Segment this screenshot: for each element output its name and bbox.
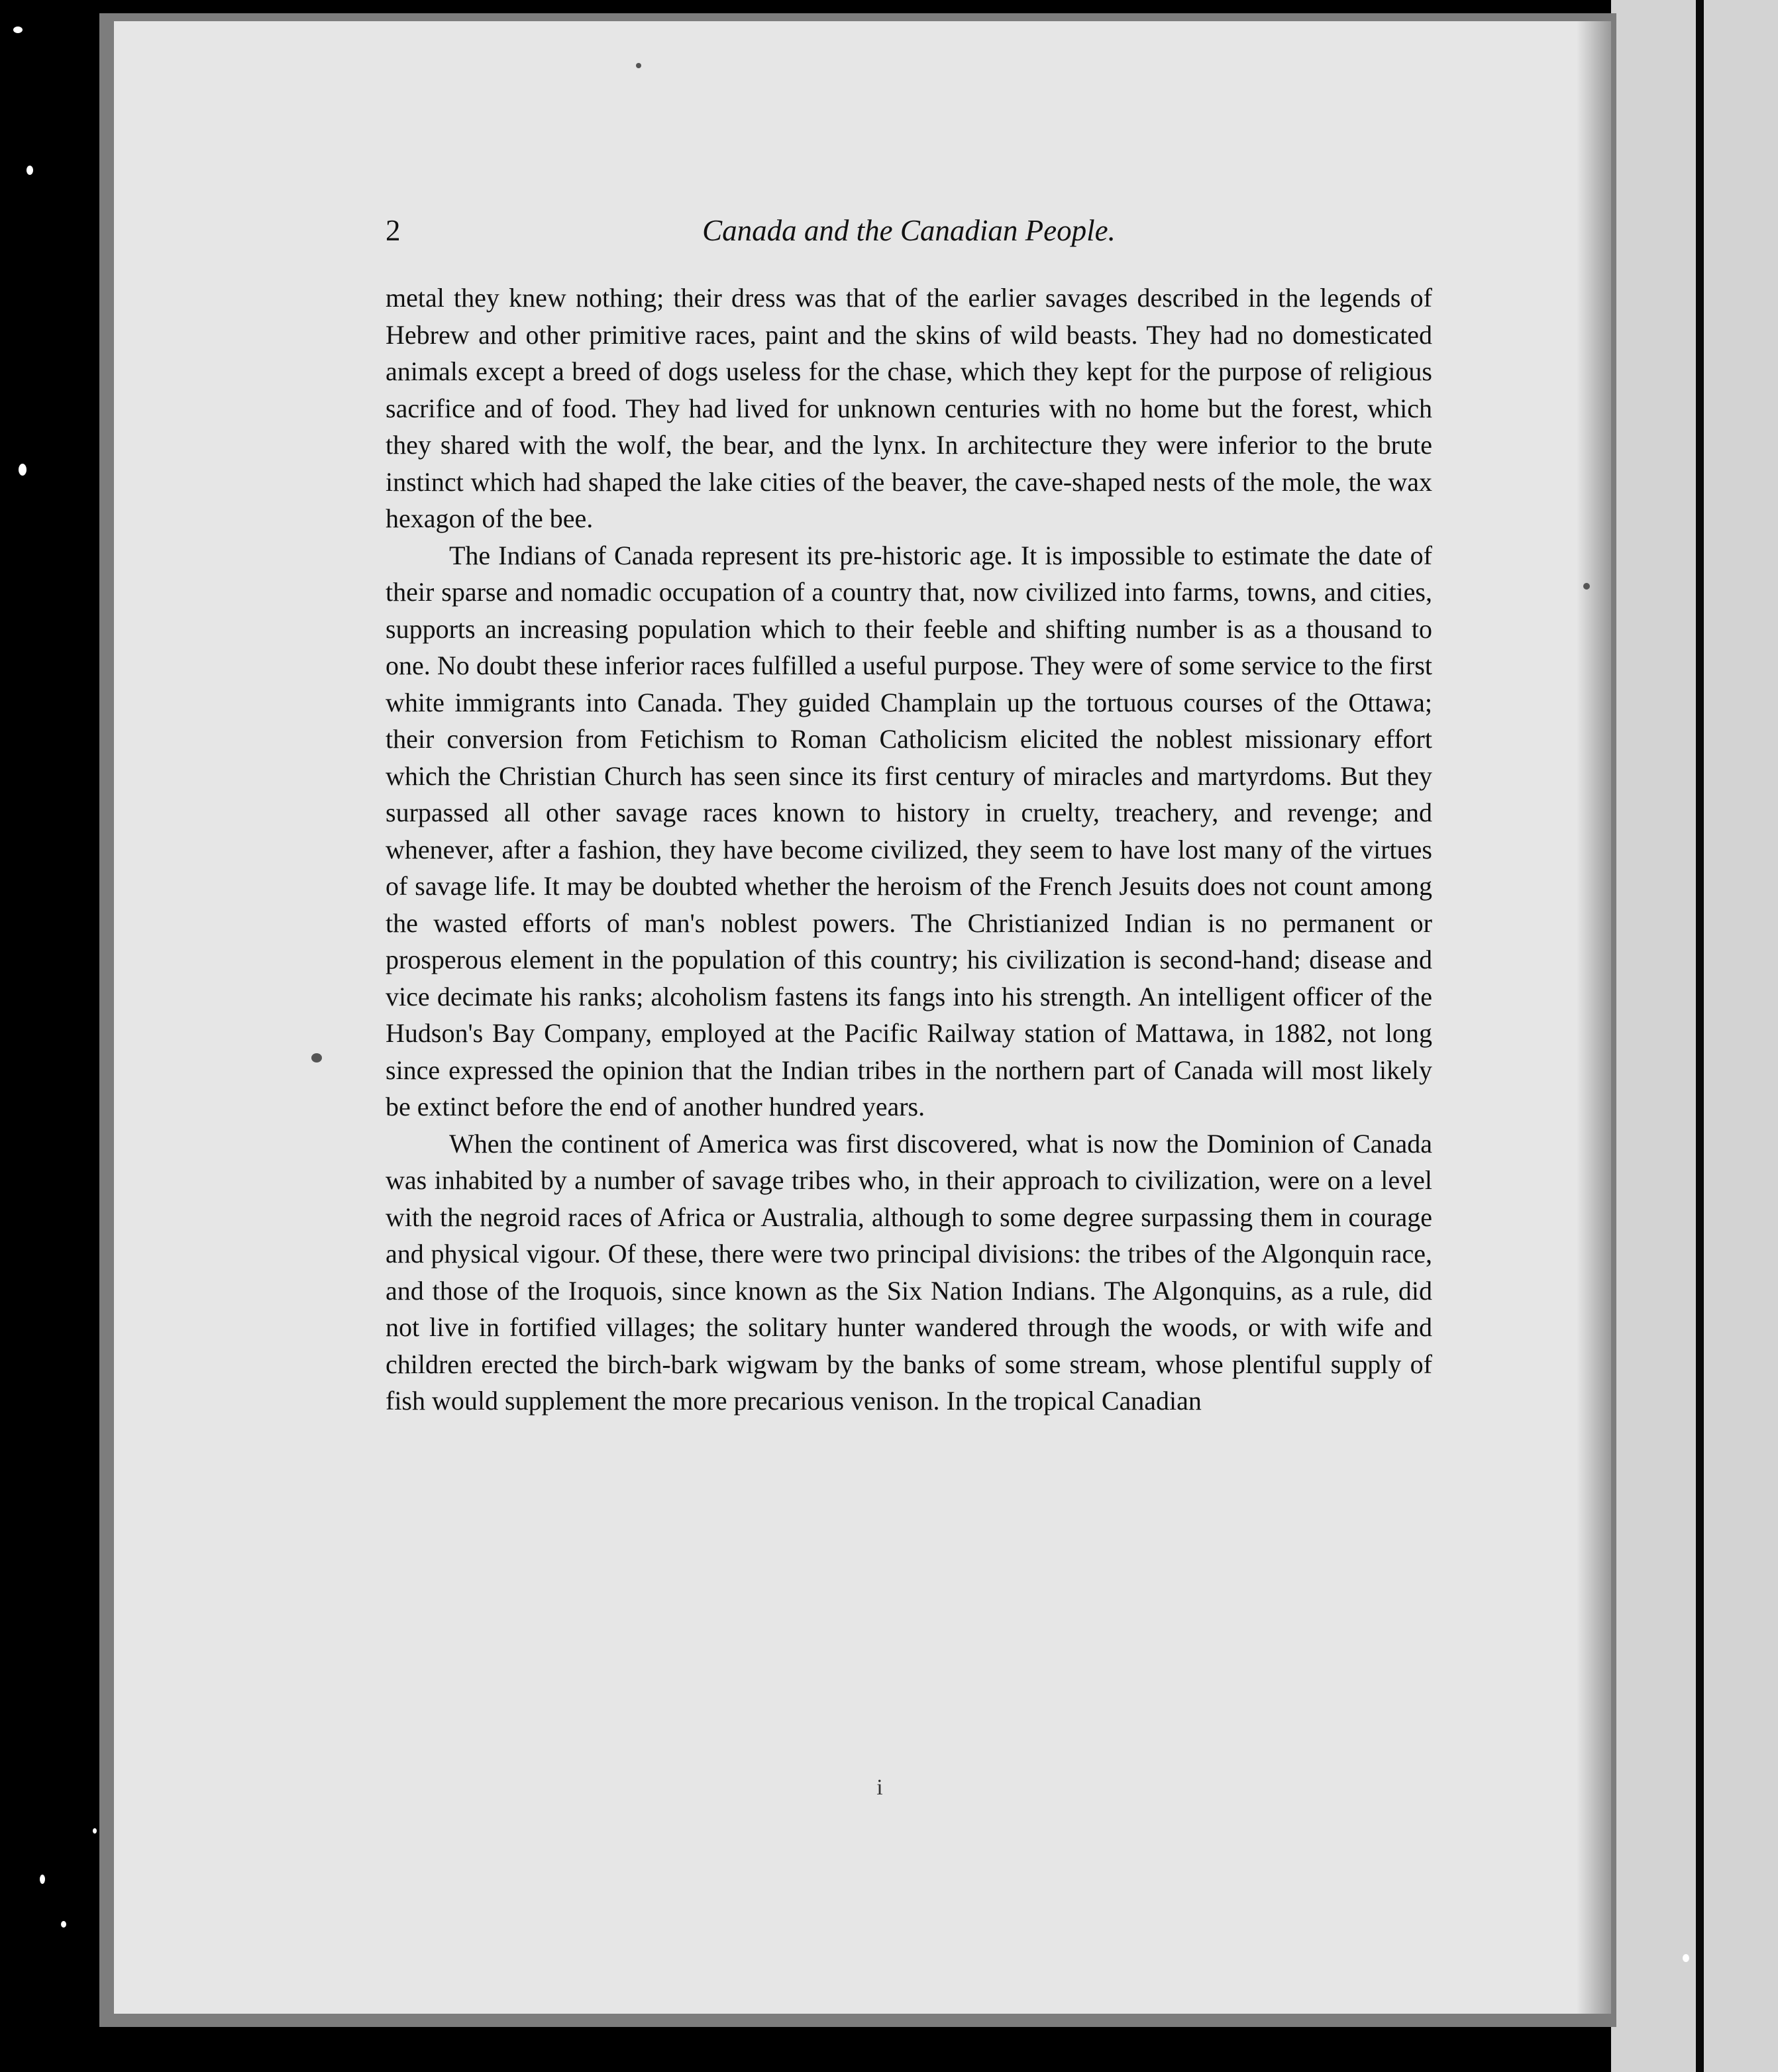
page-header	[386, 213, 1432, 253]
dust-speck	[19, 464, 26, 476]
scan-board	[1611, 0, 1778, 2072]
signature-mark: i	[876, 1775, 883, 1800]
scan-board-edge	[1696, 0, 1704, 2072]
dust-speck	[1583, 583, 1590, 590]
dust-speck	[13, 26, 23, 33]
dust-speck	[636, 63, 641, 68]
spine-shadow	[1577, 21, 1611, 2014]
dust-speck	[40, 1875, 45, 1884]
paragraph-3: When the continent of America was first discovered, what is now the Dominion of Canada was inhabited by a number of savage tribes who, in their approach to civilization, were on a level with the negroid races of Africa or Australia, although to some degree surpassing them in courage and physical vigour. Of these, there were two principal divisions: the tribes of the Algonquin race, and those of the Iroquois, since known as the Six Nation Indians. The Algonquins, as a rule, did not live in fortified villages; the solitary hunter wandered through the woods, or with wife and children erected the birch-bark wigwam by the banks of some stream, whose plentiful supply of fish would supplement the more precarious venison. In the tropical Canadian	[386, 1128, 1432, 1416]
page-number: 2	[386, 214, 401, 247]
paragraph-1: metal they knew nothing; their dress was that of the earlier savages described in the legends of Hebrew and other primitive races, paint and the skins of wild beasts. They had no domesticated animals except a breed of dogs useless for the chase, which they kept for the purpose of religious sacrifice and of food. They had lived for unknown centuries with no home but the forest, which they shared with the wolf, the bear, and the lynx. In architecture they were inferior to the brute instinct which had shaped the lake cities of the beaver, the cave-shaped nests of the mole, the wax hexagon of the bee.	[386, 283, 1432, 533]
dust-speck	[1683, 1954, 1689, 1962]
paragraph-2: The Indians of Canada represent its pre-historic age. It is impossible to estimate the date of their sparse and nomadic occupation of a country that, now civilized into farms, towns, and cities, supports an increasing population which to their feeble and shifting number is as a thousand to one. No doubt these inferior races fulfilled a useful purpose. They were of some service to the first white immigrants into Canada. They guided Champlain up the tortuous courses of the Ottawa; their conversion from Fetichism to Roman Catholicism elicited the noblest missionary effort which the Christian Church has seen since its first century of miracles and martyrdoms. But they surpassed all other savage races known to history in cruelty, treachery, and revenge; and whenever, after a fashion, they have become civilized, they seem to have lost many of the virtues of savage life. It may be doubted whether the heroism of the French Jesuits does not count among the wasted efforts of man's noblest powers. The Christianized Indian is no permanent or prosperous element in the population of this country; his civilization is second-hand; disease and vice decimate his ranks; alcoholism fastens its fangs into his strength. An intelligent officer of the Hudson's Bay Company, employed at the Pacific Railway station of Mattawa, in 1882, not long since expressed the opinion that the Indian tribes in the northern part of Canada will most likely be extinct before the end of another hundred years.	[386, 540, 1432, 1121]
running-title: Canada and the Canadian People.	[702, 214, 1116, 247]
dust-speck	[61, 1921, 66, 1928]
dust-speck	[93, 1828, 97, 1834]
dust-speck	[311, 1053, 322, 1062]
dust-speck	[26, 166, 33, 175]
body-text	[386, 280, 1432, 1420]
